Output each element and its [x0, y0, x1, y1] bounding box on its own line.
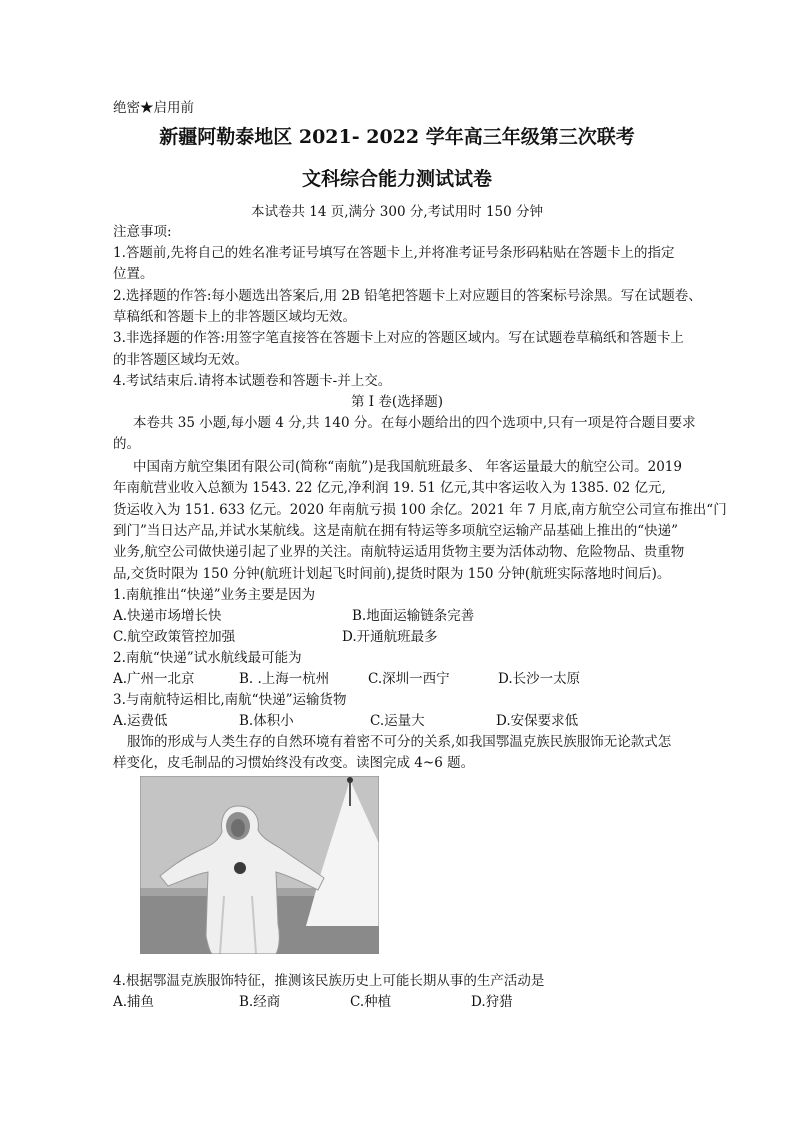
- option-c: C.种植: [350, 994, 392, 1010]
- passage-line: 样变化，皮毛制品的习惯始终没有改变。读图完成 4~6 题。: [113, 755, 475, 771]
- option-a: A.捕鱼: [113, 994, 155, 1010]
- option-a: A.运费低: [113, 713, 168, 729]
- secrecy-label: 绝密★启用前: [113, 100, 194, 116]
- option-b: B. .上海一杭州: [239, 671, 330, 687]
- passage-line: 货运收入为 151. 633 亿元。2020 年南航亏损 100 余亿。2021 年 7 月底,南方航空公司宣布推出“门: [113, 502, 727, 518]
- passage-line: 服饰的形成与人类生存的自然环境有着密不可分的关系,如我国鄂温克族民族服饰无论款式怎: [127, 734, 672, 750]
- option-c: C.深圳一西宁: [368, 671, 450, 687]
- ewenki-costume-photo: [140, 776, 379, 954]
- exam-title: 新疆阿勒泰地区 2021- 2022 学年高三年级第三次联考: [159, 126, 635, 148]
- option-a: A.广州一北京: [113, 671, 195, 687]
- section-title: 第 I 卷(选择题): [351, 394, 443, 410]
- option-a: A.快递市场增长快: [113, 608, 222, 624]
- section-intro: 本卷共 35 小题,每小题 4 分,共 140 分。在每小题给出的四个选项中,只有一项是符合题目要求: [133, 415, 696, 431]
- passage-line: 年南航营业收入总额为 1543. 22 亿元,净利润 19. 51 亿元,其中客运收入为 1385. 02 亿元,: [113, 480, 666, 496]
- passage-line: 业务,航空公司做快递引起了业界的关注。南航特运适用货物主要为活体动物、危险物品、贵重物: [113, 544, 685, 560]
- notes-line: 草稿纸和答题卡上的非答题区域均无效。: [113, 309, 356, 325]
- option-b: B.体积小: [239, 713, 294, 729]
- notes-line: 1.答题前,先将自己的姓名准考证号填写在答题卡上,并将准考证号条形码粘贴在答题卡上的指定: [113, 245, 675, 261]
- exam-info: 本试卷共 14 页,满分 300 分,考试用时 150 分钟: [250, 204, 544, 220]
- exam-subtitle: 文科综合能力测试试卷: [301, 168, 492, 190]
- option-b: B.地面运输链条完善: [352, 608, 475, 624]
- option-d: D.狩猎: [471, 994, 513, 1010]
- option-d: D.开通航班最多: [342, 629, 438, 645]
- notes-line: 位置。: [113, 266, 154, 282]
- passage-line: 到门”当日达产品,并试水某航线。这是南航在拥有特运等多项航空运输产品基础上推出的“快递”: [113, 523, 678, 539]
- option-d: D.安保要求低: [496, 713, 579, 729]
- notes-line: 2.选择题的作答:每小题选出答案后,用 2B 铅笔把答题卡上对应题目的答案标号涂黑。写在试题卷、: [113, 288, 702, 304]
- option-d: D.长沙一太原: [498, 671, 581, 687]
- option-c: C.运量大: [370, 713, 425, 729]
- option-b: B.经商: [239, 994, 281, 1010]
- section-intro: 的。: [113, 436, 140, 452]
- passage-line: 中国南方航空集团有限公司(简称“南航”)是我国航班最多、 年客运量最大的航空公司。2019: [133, 459, 682, 475]
- option-c: C.航空政策管控加强: [113, 629, 236, 645]
- notes-heading: 注意事项:: [113, 224, 172, 240]
- notes-line: 4.考试结束后.请将本试题卷和答题卡-并上交。: [113, 373, 392, 389]
- passage-line: 品,交货时限为 150 分钟(航班计划起飞时间前),提货时限为 150 分钟(航班实际落地时间后)。: [113, 566, 671, 582]
- question-stem: 4.根据鄂温克族服饰特征，推测该民族历史上可能长期从事的生产活动是: [113, 973, 545, 989]
- question-stem: 2.南航“快递”试水航线最可能为: [113, 650, 302, 666]
- notes-line: 3.非选择题的作答:用签字笔直接答在答题卡上对应的答题区域内。写在试题卷草稿纸和答题卡上: [113, 330, 684, 346]
- question-stem: 1.南航推出“快递”业务主要是因为: [113, 587, 316, 603]
- photo-image: [140, 776, 379, 954]
- notes-line: 的非答题区域均无效。: [113, 352, 248, 368]
- question-stem: 3.与南航特运相比,南航“快递”运输货物: [113, 692, 347, 708]
